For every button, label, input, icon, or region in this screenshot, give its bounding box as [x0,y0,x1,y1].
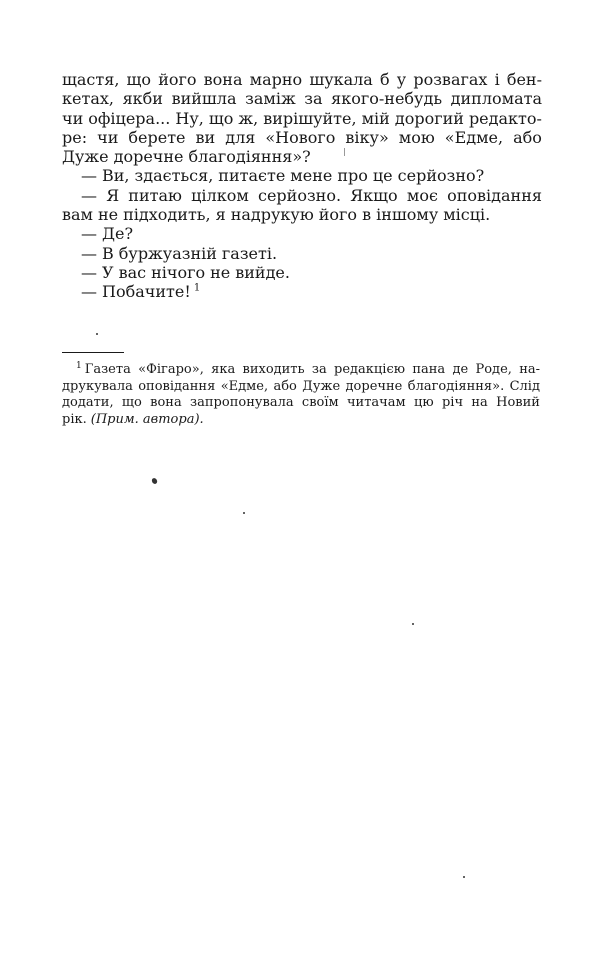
word: У [102,262,114,282]
word: оповідання [138,378,216,394]
word: редакто- [468,108,542,128]
word: питаєте [218,166,286,186]
word: — [81,185,97,205]
text-line [62,205,542,224]
print-speck [412,623,414,625]
word: Якщо [350,185,398,205]
word: — [81,262,97,282]
word: цілком [191,185,249,205]
word: на- [519,362,540,377]
word: підходить, [123,205,211,225]
word: благодіяння»? [188,147,311,167]
word: здається, [134,166,214,186]
word: іншому [376,205,439,225]
word: друкувала [62,378,133,394]
word: запропонувала [190,395,294,410]
word: якого-небудь [331,89,443,109]
word: рік. [62,411,87,427]
footnote-mark: 1 [190,282,201,294]
text-line [62,109,542,128]
word: я [215,205,226,225]
word: додати, [62,395,114,410]
word: що [208,108,234,128]
word: вийшла [171,89,237,109]
word: Новий [496,395,540,410]
word: в [362,205,372,225]
word: ви [195,127,216,147]
print-speck [96,333,98,335]
word: виходить [242,362,305,377]
word: благодіяння». [407,378,505,394]
word: нічого [151,262,206,282]
word: або [273,378,297,394]
footnote-line [62,379,540,396]
word: не [210,262,231,282]
word: — [81,243,97,263]
word: для [225,127,256,147]
word: вийде. [235,262,290,282]
word: Слід [509,378,540,394]
word: мою [398,127,435,147]
word: його [158,70,197,89]
word: ж, [238,108,259,128]
word: доречне [345,378,403,394]
word: на [471,395,488,410]
word: мене [290,166,333,186]
footnote-line [62,395,540,412]
text-line [62,89,542,108]
word: мій [361,108,390,128]
word: Я [106,185,120,205]
print-speck [243,512,245,514]
print-speck [344,148,345,156]
word: Ну, [175,108,204,128]
word: — [81,166,97,186]
word: ре: [62,127,88,147]
word: б [379,70,390,89]
dialogue-line [62,263,542,282]
word: пана [412,362,446,377]
word: питаю [128,185,182,205]
word: моє [406,185,438,205]
word: цю [413,395,434,410]
word: вам [62,205,93,225]
footnote-number: 1 [76,360,82,371]
word: його [318,205,358,225]
text-line [62,128,542,147]
dialogue-line [62,224,542,243]
word: «Едме, [444,127,504,147]
word: розвагах [413,70,488,89]
word: «Едме, [220,378,269,394]
word: за [311,362,327,377]
word: газеті. [221,243,278,263]
word: серйозно. [257,185,342,205]
word: марно [249,70,303,89]
word: де [452,362,469,377]
word: «Нового [265,127,336,147]
word: чи [62,108,84,128]
word: або [513,127,542,147]
word: буржуазній [118,243,217,263]
word: що [126,70,152,89]
word: і [494,70,500,89]
word: Побачите! $^1$ [102,282,201,302]
word: заміж [245,89,296,109]
word: офіцера... [88,108,171,128]
body-text [62,70,542,302]
word: Дуже [62,147,109,167]
word: Роде, [475,362,512,377]
word: вирішуйте, [263,108,357,128]
word: Дуже [302,378,341,394]
word: Де? [102,224,134,244]
dialogue-line [62,244,542,263]
text-line [62,70,542,89]
word: шукала [309,70,373,89]
word: своїм [301,395,339,410]
word: вона [203,70,243,89]
word: редакцією [334,362,406,377]
word: оповідання [447,185,542,205]
print-speck [463,876,465,878]
word: Ви, [102,166,130,186]
word: серйозно? [397,166,485,186]
word: не [98,205,119,225]
word: берете [128,127,186,147]
word: бен- [506,70,542,89]
word: річ [441,395,464,410]
word: — [81,224,97,244]
word: чи [97,127,119,147]
footnote [62,362,540,428]
word: читачам [346,395,406,410]
text-line [62,147,542,166]
word: вона [150,395,182,410]
word: дипломата [450,89,542,109]
word: яка [211,362,236,377]
word: що [121,395,142,410]
word: віку» [345,127,389,147]
footnote-line [62,412,540,429]
word: «Фігаро», [138,362,204,377]
word: про [337,166,368,186]
dialogue-line [62,186,542,205]
word: доречне [113,147,184,167]
word: надрукую [230,205,314,225]
dialogue-line [62,282,542,301]
word: щастя, [62,70,120,89]
word: вас [118,262,147,282]
dialogue-line [62,166,542,185]
footnote-line [62,362,540,379]
word: дорогий [394,108,464,128]
word: місці. [443,205,491,225]
author-note: (Прим. автора). [90,411,204,427]
word: $^1$ Газета [76,360,131,377]
print-speck [151,477,158,485]
word: кетах, [62,89,114,109]
word: — [81,282,97,302]
word: В [102,243,114,263]
word: якби [122,89,163,109]
word: за [304,89,323,109]
footnote-divider [62,352,124,353]
word: це [372,166,393,186]
word: у [396,70,407,89]
